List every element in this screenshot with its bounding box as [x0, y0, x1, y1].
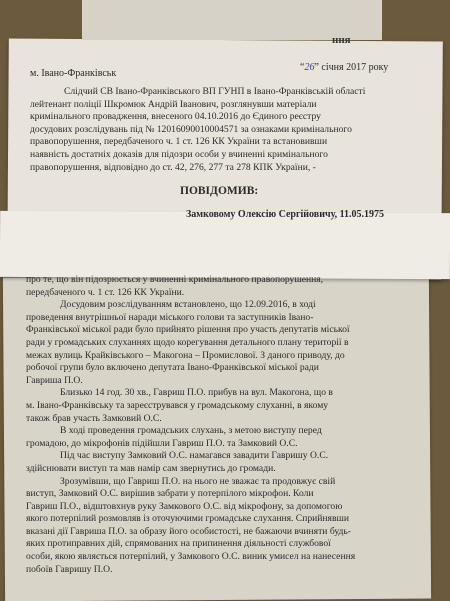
overlay-paper-strip — [0, 211, 450, 279]
text-line: наявність достатніх доказів для підозри особи у вчиненні кримінального — [30, 148, 328, 160]
text-line: ради у громадських слуханнях щодо корегування детального плану території в — [26, 336, 349, 348]
body-paragraph — [26, 274, 424, 576]
text-line: робочої групи було включено депутата Івано-Франківської міської ради — [26, 362, 319, 374]
text-line: м. Івано-Франківську та зареєструвався у громадському слуханні, в якому — [26, 399, 329, 411]
text-line: громадою, до мікрофонів підійшли Гавриш П.О. та Замковий О.С. — [26, 437, 298, 449]
text-line: виступ, Замковий О.С. вирішив забрати у потерпілого мікрофон. Коли — [26, 488, 314, 500]
text-line: кримінального провадження, внесеного 04.10.2016 до Єдиного реєстру — [30, 111, 321, 123]
text-line: Близько 14 год. 30 хв., Гавриш П.О. прибув на вул. Макогона, що в — [60, 387, 333, 399]
text-line: Досудовим розслідуванням встановлено, що 12.09.2016, в ході — [60, 299, 316, 311]
document-title: ПОВІДОМИВ: — [180, 185, 259, 197]
text-line: якого потерпілий розмовляв із оточуючими громадське слухання. Сприйнявши — [26, 513, 350, 525]
handwritten-day: 26 — [304, 62, 315, 73]
text-line: Під час виступу Замковий О.С. намагався завадити Гавришу О.С. — [60, 450, 329, 462]
text-line: В ході проведення громадських слухань, з метою виступу перед — [60, 425, 322, 437]
document-city: м. Івано-Франківськ — [30, 68, 117, 79]
text-line: передбаченого ч. 1 ст. 126 КК України. — [26, 286, 185, 298]
intro-paragraph — [30, 86, 425, 174]
text-line: Гавриша П.О. — [26, 374, 83, 386]
header-title-fragment: ння — [332, 34, 351, 46]
text-line: побоїв Гавришу П.О. — [26, 563, 113, 575]
text-line: здійснювати виступ та мав намір сам звернутись до громади. — [26, 462, 276, 474]
text-line: особи, якою являється потерпілий, у Замкового О.С. виник умисел на нанесення — [26, 551, 356, 563]
text-line: лейтенант поліції Шкромюк Андрій Іванович, розглянувши матеріали — [30, 98, 317, 110]
text-line: яких протиправних дій, спрямованих на припинення діяльності службової — [26, 538, 331, 550]
document-date: “26” січня 2017 року — [300, 62, 389, 73]
text-line: Франківської міської ради було прийнято рішення про участь депутатів міської — [26, 324, 350, 336]
text-line: правопорушення, передбаченого ч. 1 ст. 126 КК України та встановивши — [30, 136, 328, 148]
suspect-name: Замковому Олексію Сергійовичу, 11.05.1975 — [186, 209, 385, 220]
text-line: Гавриш П.О., відштовхнув руку Замкового О.С. від мікрофону, за допомогою — [26, 500, 343, 512]
text-line: досудових розслідувань під № 12016090010004571 за ознаками кримінального — [30, 123, 352, 135]
text-line: також брав участь Замковий О.С. — [26, 412, 162, 424]
text-line: межах вулиць Крайківського – Макогона – Промислової. З даного приводу, до — [26, 349, 345, 361]
text-line: вказані дії Гавриша П.О. за образу його особистості, не бажаючи вчиняти будь- — [26, 525, 351, 537]
text-line: Слідчий СВ Івано-Франківського ВП ГУНП в Івано-Франківській області — [64, 86, 366, 97]
text-line: про те, що він підозрюється у вчиненні кримінального правопорушення, — [26, 274, 324, 285]
text-line: проведення внутрішньої наради міського голови та заступників Івано- — [26, 311, 314, 323]
text-line: Зрозумівши, що Гавриш П.О. на нього не зважає та продовжує свій — [60, 475, 336, 487]
text-line: правопорушення, відповідно до ст. 42, 276, 277 та 278 КПК України, - — [30, 161, 316, 173]
